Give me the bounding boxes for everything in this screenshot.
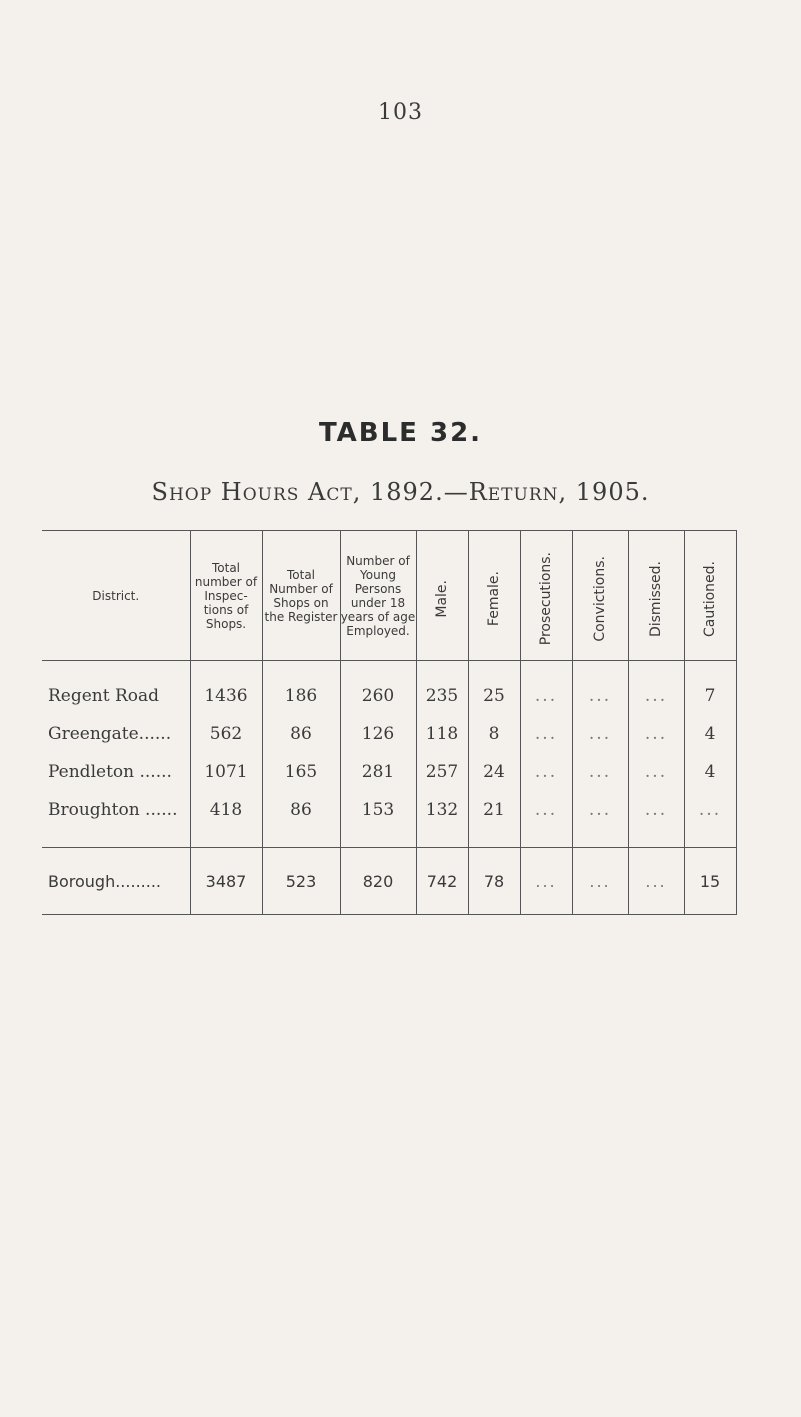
cell-male: 235 [416, 661, 468, 716]
shop-hours-table [42, 530, 737, 915]
total-shops: 523 [262, 848, 340, 915]
cell-convictions: ... [572, 791, 628, 848]
header-row [42, 531, 736, 661]
cell-female: 8 [468, 715, 520, 753]
header-cautioned [684, 531, 736, 661]
cell-dismissed: ... [628, 753, 684, 791]
total-male: 742 [416, 848, 468, 915]
total-dismissed: ... [628, 848, 684, 915]
cell-inspections: 1436 [190, 661, 262, 716]
cell-male: 132 [416, 791, 468, 848]
header-district: District. [42, 531, 190, 661]
table-row [42, 791, 736, 848]
cell-district: Pendleton ...... [48, 762, 172, 782]
cell-prosecutions: ... [520, 661, 572, 716]
cell-convictions: ... [572, 715, 628, 753]
page-number: 103 [378, 100, 423, 125]
cell-young-persons: 126 [340, 715, 416, 753]
cell-district: Greengate...... [48, 724, 172, 744]
cell-female: 25 [468, 661, 520, 716]
cell-shops: 86 [262, 791, 340, 848]
header-female [468, 531, 520, 661]
table-title: TABLE 32. [318, 418, 483, 448]
header-convictions-label: Convictions. [592, 556, 608, 642]
cell-cautioned: 7 [684, 661, 736, 716]
cell-male: 118 [416, 715, 468, 753]
cell-prosecutions: ... [520, 715, 572, 753]
total-district: Borough......... [42, 848, 190, 915]
cell-cautioned: 4 [684, 715, 736, 753]
header-male-label: Male. [434, 580, 450, 618]
cell-female: 24 [468, 753, 520, 791]
header-convictions [572, 531, 628, 661]
header-prosecutions-label: Prosecutions. [538, 552, 554, 646]
cell-convictions: ... [572, 661, 628, 716]
cell-dismissed: ... [628, 791, 684, 848]
cell-prosecutions: ... [520, 791, 572, 848]
cell-shops: 186 [262, 661, 340, 716]
cell-dismissed: ... [628, 661, 684, 716]
cell-convictions: ... [572, 753, 628, 791]
cell-shops: 165 [262, 753, 340, 791]
header-inspections: Total number of Inspec-tions of Shops. [190, 531, 262, 661]
header-cautioned-label: Cautioned. [702, 561, 718, 637]
header-shops: Total Number of Shops on the Register [262, 531, 340, 661]
cell-young-persons: 260 [340, 661, 416, 716]
cell-cautioned: ... [684, 791, 736, 848]
total-female: 78 [468, 848, 520, 915]
table-row [42, 715, 736, 753]
table-row [42, 753, 736, 791]
header-male [416, 531, 468, 661]
cell-young-persons: 153 [340, 791, 416, 848]
cell-shops: 86 [262, 715, 340, 753]
cell-district: Regent Road [48, 686, 160, 706]
cell-inspections: 418 [190, 791, 262, 848]
total-row [42, 848, 736, 915]
header-dismissed-label: Dismissed. [648, 560, 664, 638]
total-prosecutions: ... [520, 848, 572, 915]
cell-female: 21 [468, 791, 520, 848]
cell-inspections: 1071 [190, 753, 262, 791]
header-young-persons: Number of Young Persons under 18 years of age Employed. [340, 531, 416, 661]
cell-male: 257 [416, 753, 468, 791]
cell-young-persons: 281 [340, 753, 416, 791]
header-dismissed [628, 531, 684, 661]
total-cautioned: 15 [684, 848, 736, 915]
table-subtitle: Shop Hours Act, 1892.—Return, 1905. [151, 478, 650, 506]
header-prosecutions [520, 531, 572, 661]
cell-dismissed: ... [628, 715, 684, 753]
header-female-label: Female. [486, 571, 502, 627]
total-convictions: ... [572, 848, 628, 915]
cell-district: Broughton ...... [48, 800, 178, 820]
total-young-persons: 820 [340, 848, 416, 915]
table-row [42, 661, 736, 716]
cell-cautioned: 4 [684, 753, 736, 791]
total-inspections: 3487 [190, 848, 262, 915]
cell-prosecutions: ... [520, 753, 572, 791]
cell-inspections: 562 [190, 715, 262, 753]
